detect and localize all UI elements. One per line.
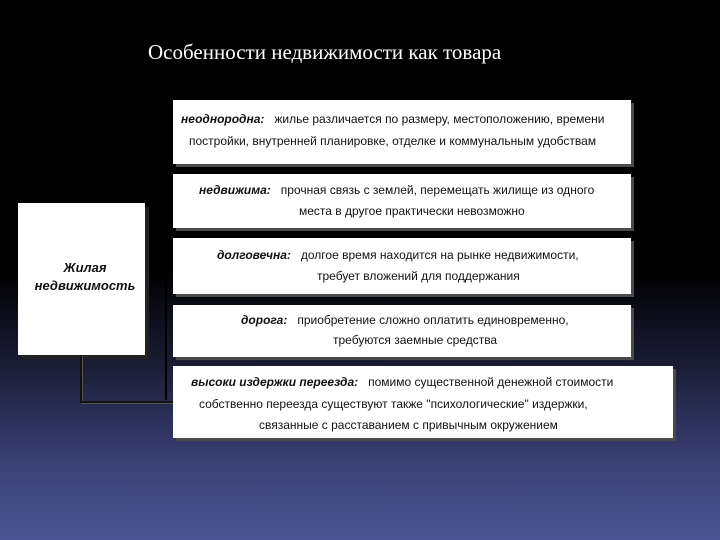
feature-box-durable	[173, 238, 631, 294]
feature-desc-line1: долгое время находится на рынке недвижимости,	[300, 248, 579, 262]
feature-term: недвижима:	[199, 183, 271, 197]
feature-desc-line1: жилье различается по размеру, местоположению, времени	[274, 112, 605, 126]
feature-term: дорога:	[241, 313, 288, 327]
feature-desc-line2: постройки, внутренней планировке, отделке и коммунальным удобствам	[189, 134, 597, 148]
feature-desc-line1: помимо существенной денежной стоимости	[368, 375, 614, 389]
feature-desc-line2: места в другое практически невозможно	[299, 204, 525, 218]
feature-desc-line1: приобретение сложно оплатить единовременно,	[297, 313, 569, 327]
connector-horizontal	[80, 401, 176, 403]
feature-term: долговечна:	[217, 248, 291, 262]
root-node-line2: недвижимость	[34, 278, 136, 293]
root-node-residential-property	[18, 203, 145, 355]
feature-desc-line2: требуются заемные средства	[333, 333, 498, 347]
feature-box-heterogeneous	[173, 100, 631, 164]
feature-box-moving-costs	[173, 366, 673, 438]
root-node-label	[26, 259, 144, 295]
feature-box-immovable	[173, 174, 631, 228]
tree-connector-spine	[165, 100, 167, 400]
feature-desc-line2: собственно переезда существуют также "психологические" издержки,	[199, 397, 588, 411]
feature-term: неоднородна:	[181, 112, 265, 126]
feature-desc-line3: связанные с расставанием с привычным окружением	[259, 418, 558, 432]
slide-title: Особенности недвижимости как товара	[148, 40, 502, 64]
feature-box-expensive	[173, 305, 631, 357]
feature-desc-line1: прочная связь с землей, перемещать жилище из одного	[280, 183, 595, 197]
feature-term: высоки издержки переезда:	[191, 375, 359, 389]
connector-vertical	[80, 355, 82, 403]
feature-desc-line2: требует вложений для поддержания	[317, 269, 520, 283]
root-node-line1: Жилая	[63, 260, 107, 275]
